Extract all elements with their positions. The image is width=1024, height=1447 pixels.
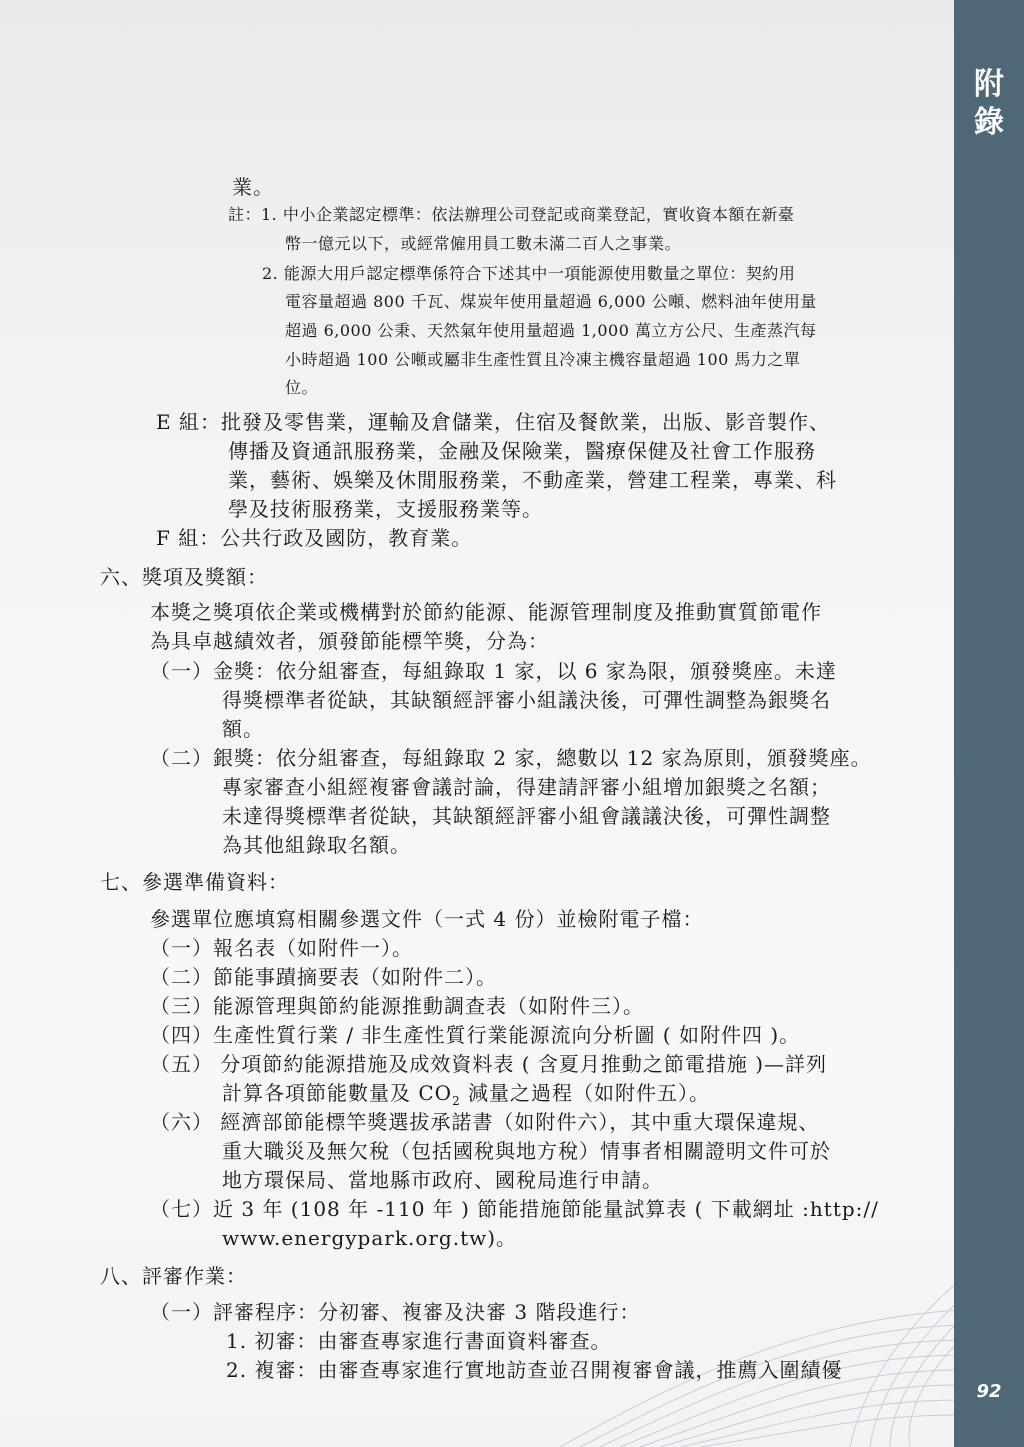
text-line: 專家審查小組經複審會議討論，得建請評審小組增加銀獎之名額；: [222, 775, 831, 799]
text-line: 未達得獎標準者從缺，其缺額經評審小組會議議決後，可彈性調整: [222, 804, 831, 828]
url-text: www.energypark.org.tw)。: [222, 1226, 518, 1250]
co2-text-after: 減量之過程（如附件五）。: [460, 1081, 711, 1105]
text-line: 為具卓越績效者，頒發節能標竿獎，分為：: [150, 629, 549, 653]
text-line: （二）節能事蹟摘要表（如附件二）。: [150, 965, 497, 989]
section-heading: 六、獎項及獎額：: [100, 565, 268, 589]
section-heading: 七、參選準備資料：: [100, 870, 289, 894]
text-line: 1. 初審：由審查專家進行書面資料審查。: [226, 1329, 612, 1353]
text-line: 2. 複審：由審查專家進行實地訪查並召開複審會議，推薦入圍績優: [226, 1358, 843, 1382]
note-line: 註：1. 中小企業認定標準：依法辦理公司登記或商業登記，實收資本額在新臺: [228, 205, 795, 224]
note-line: 幣一億元以下，或經常僱用員工數未滿二百人之事業。: [285, 234, 682, 253]
text-line: 為其他組錄取名額。: [222, 833, 411, 857]
sidebar: [954, 0, 1024, 1447]
note-line: 位。: [285, 378, 319, 397]
page-number: 92: [976, 1381, 1002, 1402]
text-line: 傳播及資通訊服務業，金融及保險業，醫療保健及社會工作服務: [228, 439, 816, 463]
text-line: （一）評審程序：分初審、複審及決審 3 階段進行：: [150, 1300, 641, 1324]
note-line: 2. 能源大用戶認定標準係符合下述其中一項能源使用數量之單位：契約用: [262, 264, 796, 283]
text-line: 業。: [232, 175, 274, 199]
text-line: 本獎之獎項依企業或機構對於節約能源、能源管理制度及推動實質節電作: [150, 600, 822, 624]
note-line: 超過 6,000 公秉、天然氣年使用量超過 1,000 萬立方公尺、生產蒸汽每: [285, 321, 817, 340]
text-line: 得獎標準者從缺，其缺額經評審小組議決後，可彈性調整為銀獎名: [222, 688, 831, 712]
co2-subscript: 2: [452, 1094, 461, 1108]
text-line: （一）報名表（如附件一）。: [150, 936, 413, 960]
text-line: 參選單位應填寫相關參選文件（一式 4 份）並檢附電子檔：: [150, 907, 704, 931]
text-line: F 組：公共行政及國防，教育業。: [156, 526, 473, 550]
appendix-label-bottom: 錄: [974, 105, 1004, 140]
text-line: （一）金獎：依分組審查，每組錄取 1 家，以 6 家為限，頒發獎座。未達: [150, 659, 837, 683]
text-line-co2: [222, 1077, 710, 1108]
text-line: 重大職災及無欠稅（包括國稅與地方稅）情事者相關證明文件可於: [222, 1139, 831, 1163]
text-line: 學及技術服務業，支援服務業等。: [228, 497, 543, 521]
note-line: 小時超過 100 公噸或屬非生產性質且冷凍主機容量超過 100 馬力之單: [285, 350, 801, 369]
section-heading: 八、評審作業：: [100, 1264, 247, 1288]
co2-text-before: 計算各項節能數量及 CO: [222, 1081, 453, 1105]
appendix-label-top: 附: [974, 67, 1004, 102]
text-line: （五） 分項節約能源措施及成效資料表 ( 含夏月推動之節電措施 )—詳列: [150, 1052, 828, 1076]
text-line: 額。: [222, 717, 264, 741]
text-line: 地方環保局、當地縣市政府、國稅局進行申請。: [222, 1168, 663, 1192]
text-line: 業，藝術、娛樂及休閒服務業，不動產業，營建工程業，專業、科: [228, 468, 837, 492]
text-line: （六） 經濟部節能標竿獎選拔承諾書（如附件六），其中重大環保違規、: [150, 1110, 820, 1134]
appendix-label: [954, 66, 1024, 142]
text-line: （四）生產性質行業 / 非生產性質行業能源流向分析圖 ( 如附件四 )。: [150, 1023, 801, 1047]
text-line: E 組：批發及零售業，運輸及倉儲業，住宿及餐飲業，出版、影音製作、: [156, 410, 830, 434]
text-line: （七）近 3 年 (108 年 -110 年 ) 節能措施節能量試算表 ( 下載網址 :http://: [150, 1197, 879, 1221]
note-line: 電容量超過 800 千瓦、煤炭年使用量超過 6,000 公噸、燃料油年使用量: [285, 292, 817, 311]
text-line: （三）能源管理與節約能源推動調查表（如附件三）。: [150, 994, 644, 1018]
text-line: （二）銀獎：依分組審查，每組錄取 2 家，總數以 12 家為原則，頒發獎座。: [150, 746, 872, 770]
